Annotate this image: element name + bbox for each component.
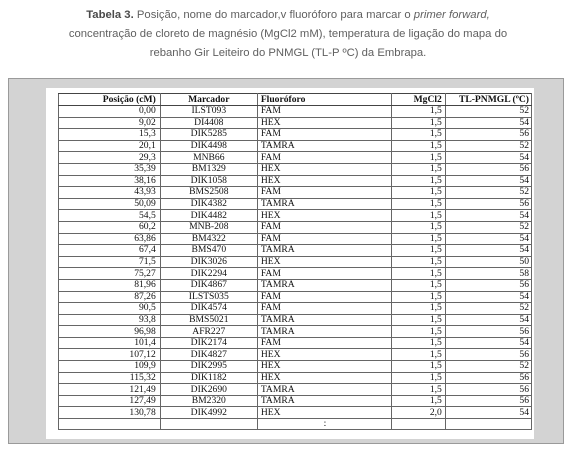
table-row bbox=[59, 268, 532, 280]
tl-pnmgl-cell: 56 bbox=[445, 349, 531, 361]
table-body bbox=[59, 106, 532, 430]
table-row bbox=[59, 314, 532, 326]
fluorophore-cell: TAMRA bbox=[257, 395, 391, 407]
mgcl2-cell: 1,5 bbox=[392, 361, 446, 373]
fluorophore-cell: TAMRA bbox=[257, 198, 391, 210]
footer-row bbox=[59, 419, 532, 430]
tl-pnmgl-cell: 52 bbox=[445, 303, 531, 315]
tl-pnmgl-cell: 56 bbox=[445, 279, 531, 291]
mgcl2-cell: 1,5 bbox=[392, 210, 446, 222]
tl-pnmgl-cell: 56 bbox=[445, 395, 531, 407]
table-row bbox=[59, 291, 532, 303]
tl-pnmgl-cell: 56 bbox=[445, 198, 531, 210]
tl-pnmgl-cell: 54 bbox=[445, 152, 531, 164]
table-row bbox=[59, 152, 532, 164]
table-row bbox=[59, 372, 532, 384]
position-cell: 90,5 bbox=[59, 303, 161, 315]
table-row bbox=[59, 349, 532, 361]
mgcl2-cell: 1,5 bbox=[392, 395, 446, 407]
table-row bbox=[59, 106, 532, 118]
fluorophore-cell: FAM bbox=[257, 106, 391, 118]
position-cell: 109,9 bbox=[59, 361, 161, 373]
data-table bbox=[58, 93, 532, 430]
tl-pnmgl-cell: 52 bbox=[445, 361, 531, 373]
position-cell: 43,93 bbox=[59, 187, 161, 199]
marker-cell: DIK4482 bbox=[160, 210, 257, 222]
marker-cell: DIK4382 bbox=[160, 198, 257, 210]
mgcl2-cell: 1,5 bbox=[392, 291, 446, 303]
mgcl2-cell: 1,5 bbox=[392, 349, 446, 361]
fluorophore-cell: FAM bbox=[257, 221, 391, 233]
table-row bbox=[59, 245, 532, 257]
fluorophore-cell: HEX bbox=[257, 407, 391, 419]
marker-cell: BM2320 bbox=[160, 395, 257, 407]
tl-pnmgl-cell: 58 bbox=[445, 268, 531, 280]
marker-cell: ILSTS035 bbox=[160, 291, 257, 303]
tl-pnmgl-cell: 52 bbox=[445, 221, 531, 233]
mgcl2-cell: 1,5 bbox=[392, 221, 446, 233]
marker-cell: DIK2174 bbox=[160, 337, 257, 349]
column-header: MgCl2 bbox=[392, 94, 446, 106]
position-cell: 75,27 bbox=[59, 268, 161, 280]
marker-cell: DIK1058 bbox=[160, 175, 257, 187]
position-cell: 20,1 bbox=[59, 140, 161, 152]
mgcl2-cell: 1,5 bbox=[392, 187, 446, 199]
fluorophore-cell: TAMRA bbox=[257, 326, 391, 338]
fluorophore-cell: HEX bbox=[257, 256, 391, 268]
marker-cell: DIK4867 bbox=[160, 279, 257, 291]
marker-cell: BMS2508 bbox=[160, 187, 257, 199]
marker-cell: BMS5021 bbox=[160, 314, 257, 326]
mgcl2-cell: 1,5 bbox=[392, 129, 446, 141]
mgcl2-cell: 1,5 bbox=[392, 163, 446, 175]
position-cell: 29,3 bbox=[59, 152, 161, 164]
position-cell: 130,78 bbox=[59, 407, 161, 419]
position-cell: 71,5 bbox=[59, 256, 161, 268]
position-cell: 50,09 bbox=[59, 198, 161, 210]
marker-cell: AFR227 bbox=[160, 326, 257, 338]
tl-pnmgl-cell: 54 bbox=[445, 314, 531, 326]
position-cell: 107,12 bbox=[59, 349, 161, 361]
tl-pnmgl-cell: 54 bbox=[445, 245, 531, 257]
position-cell: 121,49 bbox=[59, 384, 161, 396]
position-cell: 81,96 bbox=[59, 279, 161, 291]
header-row bbox=[59, 94, 532, 106]
marker-cell: ILST093 bbox=[160, 106, 257, 118]
tl-pnmgl-cell: 54 bbox=[445, 407, 531, 419]
tl-pnmgl-cell: 56 bbox=[445, 129, 531, 141]
fluorophore-cell: TAMRA bbox=[257, 314, 391, 326]
tl-pnmgl-cell: 56 bbox=[445, 372, 531, 384]
position-cell: 0,00 bbox=[59, 106, 161, 118]
fluorophore-cell: TAMRA bbox=[257, 279, 391, 291]
column-header: TL-PNMGL (ºC) bbox=[445, 94, 531, 106]
fluorophore-cell: HEX bbox=[257, 117, 391, 129]
table-row bbox=[59, 233, 532, 245]
position-cell: 115,32 bbox=[59, 372, 161, 384]
caption-text-2: concentração de cloreto de magnésio (MgCl2 mM), temperatura de ligação do mapa do bbox=[68, 28, 508, 40]
fluorophore-cell: HEX bbox=[257, 349, 391, 361]
position-cell: 15,3 bbox=[59, 129, 161, 141]
footer-mark: : bbox=[257, 419, 391, 430]
mgcl2-cell: 2,0 bbox=[392, 407, 446, 419]
table-row bbox=[59, 361, 532, 373]
tl-pnmgl-cell: 56 bbox=[445, 326, 531, 338]
fluorophore-cell: FAM bbox=[257, 291, 391, 303]
marker-cell: DIK3026 bbox=[160, 256, 257, 268]
table-row bbox=[59, 279, 532, 291]
marker-cell: MNB-208 bbox=[160, 221, 257, 233]
fluorophore-cell: FAM bbox=[257, 152, 391, 164]
position-cell: 54,5 bbox=[59, 210, 161, 222]
marker-cell: DI4408 bbox=[160, 117, 257, 129]
marker-cell: DIK4574 bbox=[160, 303, 257, 315]
mgcl2-cell: 1,5 bbox=[392, 175, 446, 187]
marker-cell: DIK4498 bbox=[160, 140, 257, 152]
tl-pnmgl-cell: 52 bbox=[445, 187, 531, 199]
position-cell: 35,39 bbox=[59, 163, 161, 175]
tl-pnmgl-cell: 54 bbox=[445, 233, 531, 245]
fluorophore-cell: TAMRA bbox=[257, 245, 391, 257]
position-cell: 38,16 bbox=[59, 175, 161, 187]
table-row bbox=[59, 256, 532, 268]
mgcl2-cell: 1,5 bbox=[392, 314, 446, 326]
table-row bbox=[59, 221, 532, 233]
table-row bbox=[59, 187, 532, 199]
position-cell: 63,86 bbox=[59, 233, 161, 245]
position-cell: 9,02 bbox=[59, 117, 161, 129]
mgcl2-cell: 1,5 bbox=[392, 198, 446, 210]
tl-pnmgl-cell: 54 bbox=[445, 291, 531, 303]
mgcl2-cell: 1,5 bbox=[392, 245, 446, 257]
mgcl2-cell: 1,5 bbox=[392, 256, 446, 268]
position-cell: 101,4 bbox=[59, 337, 161, 349]
column-header: Marcador bbox=[160, 94, 257, 106]
mgcl2-cell: 1,5 bbox=[392, 384, 446, 396]
marker-cell: DIK2294 bbox=[160, 268, 257, 280]
footer-empty-cell bbox=[392, 419, 446, 430]
table-row bbox=[59, 129, 532, 141]
mgcl2-cell: 1,5 bbox=[392, 268, 446, 280]
fluorophore-cell: HEX bbox=[257, 361, 391, 373]
fluorophore-cell: HEX bbox=[257, 372, 391, 384]
position-cell: 67,4 bbox=[59, 245, 161, 257]
caption-text-3: rebanho Gir Leiteiro do PNMGL (TL-P ºC) da Embrapa. bbox=[149, 47, 427, 59]
marker-cell: BM1329 bbox=[160, 163, 257, 175]
table-row bbox=[59, 407, 532, 419]
caption-label: Tabela 3. bbox=[86, 9, 134, 21]
mgcl2-cell: 1,5 bbox=[392, 372, 446, 384]
marker-cell: DIK2690 bbox=[160, 384, 257, 396]
tl-pnmgl-cell: 50 bbox=[445, 256, 531, 268]
footer-empty-cell bbox=[59, 419, 161, 430]
position-cell: 127,49 bbox=[59, 395, 161, 407]
marker-cell: DIK1182 bbox=[160, 372, 257, 384]
marker-cell: DIK5285 bbox=[160, 129, 257, 141]
table-row bbox=[59, 140, 532, 152]
tl-pnmgl-cell: 54 bbox=[445, 117, 531, 129]
fluorophore-cell: HEX bbox=[257, 210, 391, 222]
fluorophore-cell: HEX bbox=[257, 175, 391, 187]
mgcl2-cell: 1,5 bbox=[392, 233, 446, 245]
caption-primer: primer forward, bbox=[413, 9, 490, 21]
position-cell: 93,8 bbox=[59, 314, 161, 326]
marker-cell: BMS470 bbox=[160, 245, 257, 257]
fluorophore-cell: FAM bbox=[257, 129, 391, 141]
fluorophore-cell: TAMRA bbox=[257, 140, 391, 152]
tl-pnmgl-cell: 54 bbox=[445, 175, 531, 187]
footer-empty-cell bbox=[445, 419, 531, 430]
mgcl2-cell: 1,5 bbox=[392, 337, 446, 349]
table-row bbox=[59, 163, 532, 175]
table-row bbox=[59, 198, 532, 210]
mgcl2-cell: 1,5 bbox=[392, 279, 446, 291]
fluorophore-cell: FAM bbox=[257, 268, 391, 280]
column-header: Posição (cM) bbox=[59, 94, 161, 106]
tl-pnmgl-cell: 56 bbox=[445, 163, 531, 175]
fluorophore-cell: FAM bbox=[257, 233, 391, 245]
tl-pnmgl-cell: 52 bbox=[445, 140, 531, 152]
marker-cell: BM4322 bbox=[160, 233, 257, 245]
table-row bbox=[59, 337, 532, 349]
mgcl2-cell: 1,5 bbox=[392, 140, 446, 152]
table-caption bbox=[0, 6, 576, 63]
fluorophore-cell: TAMRA bbox=[257, 384, 391, 396]
position-cell: 60,2 bbox=[59, 221, 161, 233]
table-row bbox=[59, 384, 532, 396]
position-cell: 96,98 bbox=[59, 326, 161, 338]
column-header: Fluoróforo bbox=[257, 94, 391, 106]
mgcl2-cell: 1,5 bbox=[392, 106, 446, 118]
table-row bbox=[59, 326, 532, 338]
tl-pnmgl-cell: 54 bbox=[445, 337, 531, 349]
marker-cell: DIK2995 bbox=[160, 361, 257, 373]
mgcl2-cell: 1,5 bbox=[392, 303, 446, 315]
fluorophore-cell: FAM bbox=[257, 187, 391, 199]
tl-pnmgl-cell: 52 bbox=[445, 106, 531, 118]
mgcl2-cell: 1,5 bbox=[392, 152, 446, 164]
table-row bbox=[59, 175, 532, 187]
caption-text-1: Posição, nome do marcador,v fluoróforo para marcar o bbox=[136, 9, 411, 21]
footer-empty-cell bbox=[160, 419, 257, 430]
marker-cell: MNB66 bbox=[160, 152, 257, 164]
fluorophore-cell: FAM bbox=[257, 303, 391, 315]
table-row bbox=[59, 117, 532, 129]
table-row bbox=[59, 395, 532, 407]
tl-pnmgl-cell: 56 bbox=[445, 384, 531, 396]
tl-pnmgl-cell: 54 bbox=[445, 210, 531, 222]
table-row bbox=[59, 303, 532, 315]
position-cell: 87,26 bbox=[59, 291, 161, 303]
marker-cell: DIK4827 bbox=[160, 349, 257, 361]
fluorophore-cell: HEX bbox=[257, 163, 391, 175]
mgcl2-cell: 1,5 bbox=[392, 326, 446, 338]
table-row bbox=[59, 210, 532, 222]
mgcl2-cell: 1,5 bbox=[392, 117, 446, 129]
fluorophore-cell: FAM bbox=[257, 337, 391, 349]
marker-cell: DIK4992 bbox=[160, 407, 257, 419]
